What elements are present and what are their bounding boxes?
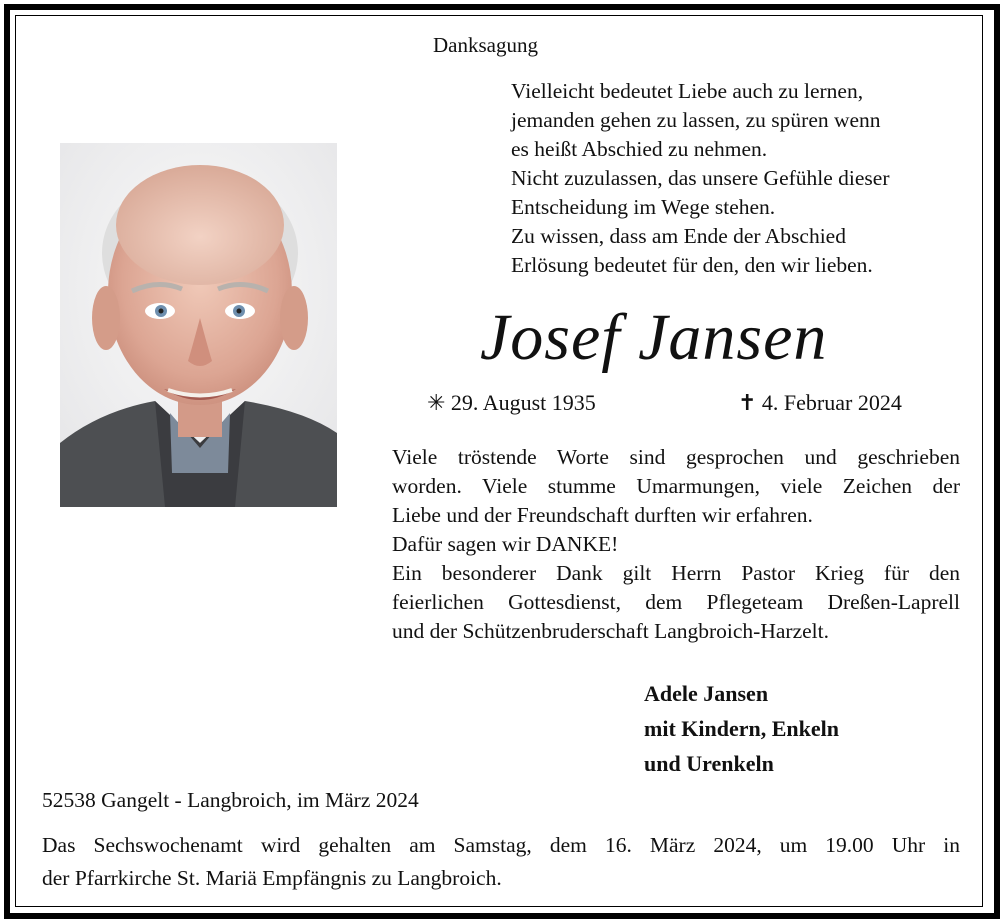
poem-line: Entscheidung im Wege stehen. (511, 195, 776, 219)
portrait-photo (60, 143, 337, 507)
thanks-text (392, 443, 960, 646)
signature-line: mit Kindern, Enkeln (644, 716, 839, 741)
service-line: Das Sechswochenamt wird gehalten am Samstag, dem 16. März 2024, um 19.00 Uhr in (42, 833, 960, 857)
portrait-illustration (60, 143, 337, 507)
birth-date: ✳ 29. August 1935 (427, 390, 596, 415)
signature (644, 676, 839, 781)
thanks-line: Viele tröstende Worte sind gesprochen und geschrieben (392, 445, 960, 469)
signature-line: und Urenkeln (644, 751, 774, 776)
thanks-line: feierlichen Gottesdienst, dem Pflegeteam Dreßen-Laprell (392, 590, 960, 614)
thanks-line: Liebe und der Freundschaft durften wir erfahren. (392, 503, 813, 527)
poem-line: Nicht zuzulassen, das unsere Gefühle dieser (511, 166, 890, 190)
service-line: der Pfarrkirche St. Mariä Empfängnis zu Langbroich. (42, 866, 502, 890)
poem-line: Zu wissen, dass am Ende der Abschied (511, 224, 846, 248)
thanks-line: Dafür sagen wir DANKE! (392, 532, 619, 556)
poem-line: jemanden gehen zu lassen, zu spüren wenn (511, 108, 881, 132)
deceased-name: Josef Jansen (480, 301, 828, 374)
heading: Danksagung (433, 33, 538, 57)
signature-line: Adele Jansen (644, 681, 769, 706)
death-date: ✝ 4. Februar 2024 (738, 390, 902, 415)
poem-line: Erlösung bedeutet für den, den wir lieben. (511, 253, 873, 277)
place-date: 52538 Gangelt - Langbroich, im März 2024 (42, 788, 419, 812)
thanks-line: Ein besonderer Dank gilt Herrn Pastor Krieg für den (392, 561, 960, 585)
thanks-line: worden. Viele stumme Umarmungen, viele Zeichen der (392, 474, 960, 498)
poem (511, 77, 971, 280)
poem-line: Vielleicht bedeutet Liebe auch zu lernen, (511, 79, 864, 103)
thanks-line: und der Schützenbruderschaft Langbroich-Harzelt. (392, 619, 829, 643)
service-announcement (42, 829, 960, 895)
poem-line: es heißt Abschied zu nehmen. (511, 137, 768, 161)
